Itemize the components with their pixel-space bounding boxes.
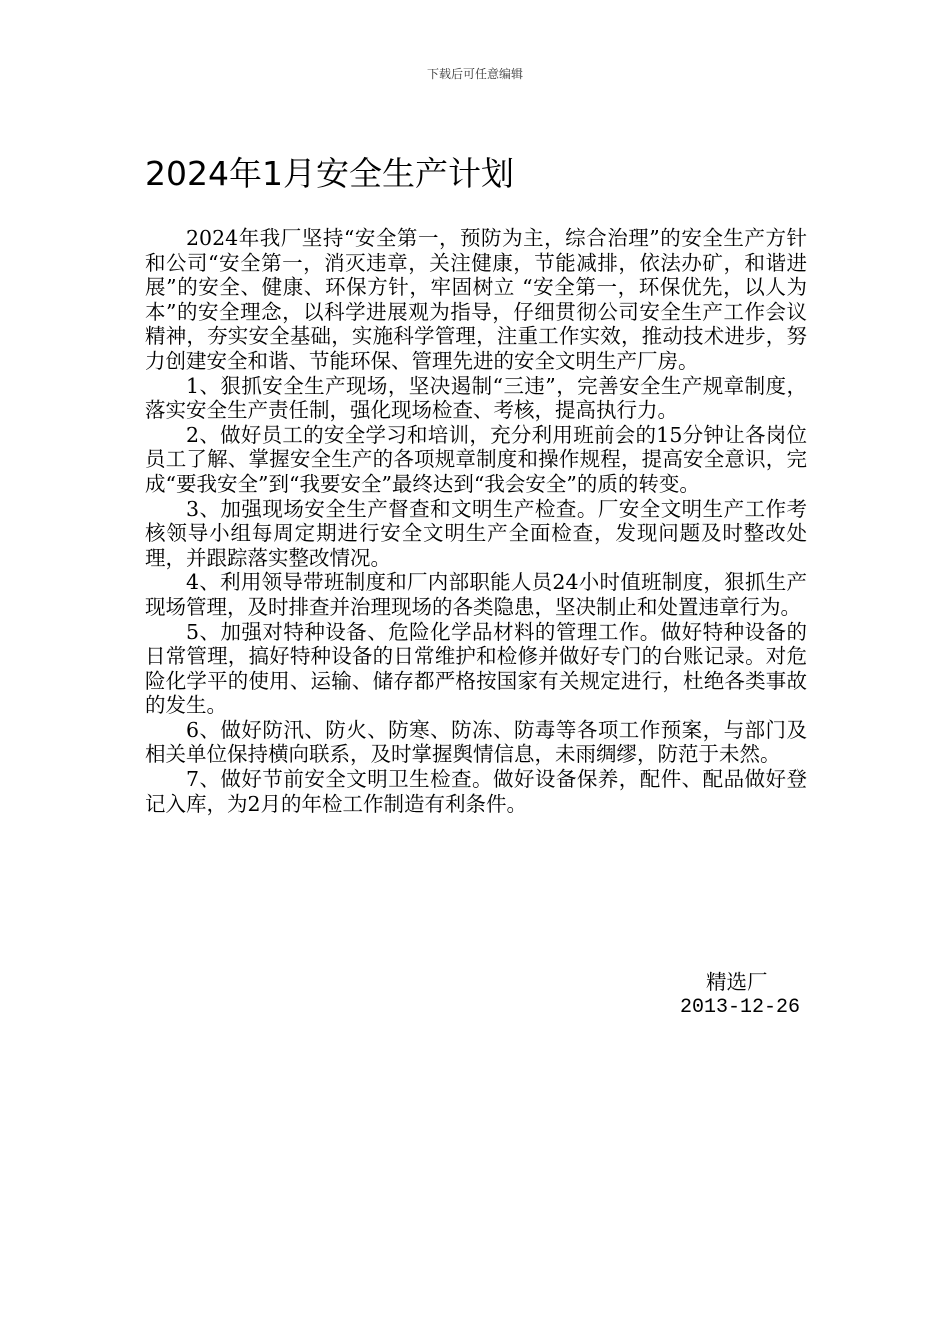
- intro-paragraph: 2024年我厂坚持“安全第一，预防为主，综合治理”的安全生产方针和公司“安全第一，消灭违章，关注健康，节能减排，依法办矿，和谐进展”的安全、健康、环保方针，牢固树立 “安全第一，环保优先，以人为本”的安全理念，以科学进展观为指导，仔细贯彻公司安全生产工作会议精神，夯实安全基础，实施科学管理，注重工作实效，推动技术进步，努力创建安全和谐、节能环保、管理先进的安全文明生产厂房。: [145, 226, 807, 373]
- plan-item-1: 1、狠抓安全生产现场，坚决遏制“三违”，完善安全生产规章制度，落实安全生产责任制，强化现场检查、考核，提高执行力。: [145, 373, 807, 423]
- plan-item-3: 3、加强现场安全生产督查和文明生产检查。厂安全文明生产工作考核领导小组每周定期进行安全文明生产全面检查，发现问题及时整改处理，并跟踪落实整改情况。: [145, 496, 807, 570]
- plan-item-6: 6、做好防汛、防火、防寒、防冻、防毒等各项工作预案，与部门及相关单位保持横向联系，及时掌握舆情信息，未雨绸缪，防范于未然。: [145, 717, 807, 767]
- plan-item-5: 5、加强对特种设备、危险化学品材料的管理工作。做好特种设备的日常管理，搞好特种设备的日常维护和检修并做好专门的台账记录。对危险化学平的使用、运输、储存都严格按国家有关规定进行，杜绝各类事故的发生。: [145, 619, 807, 718]
- document-title: 2024年1月安全生产计划: [145, 154, 514, 193]
- signature-block: [660, 970, 810, 1020]
- signature-organization: 精选厂: [706, 970, 768, 994]
- signature-date: 2013-12-26: [680, 996, 801, 1019]
- plan-item-7: 7、做好节前安全文明卫生检查。做好设备保养，配件、配品做好登记入库，为2月的年检工作制造有利条件。: [145, 767, 807, 816]
- header-note: 下载后可任意编辑: [426, 67, 523, 81]
- document-body: [145, 226, 807, 816]
- plan-item-4: 4、利用领导带班制度和厂内部职能人员24小时值班制度，狠抓生产现场管理，及时排查并治理现场的各类隐患，坚决制止和处置违章行为。: [145, 570, 807, 619]
- plan-item-2: 2、做好员工的安全学习和培训，充分利用班前会的15分钟让各岗位员工了解、掌握安全生产的各项规章制度和操作规程，提高安全意识，完成“要我安全”到“我要安全”最终达到“我会安全”的质的转变。: [145, 422, 807, 496]
